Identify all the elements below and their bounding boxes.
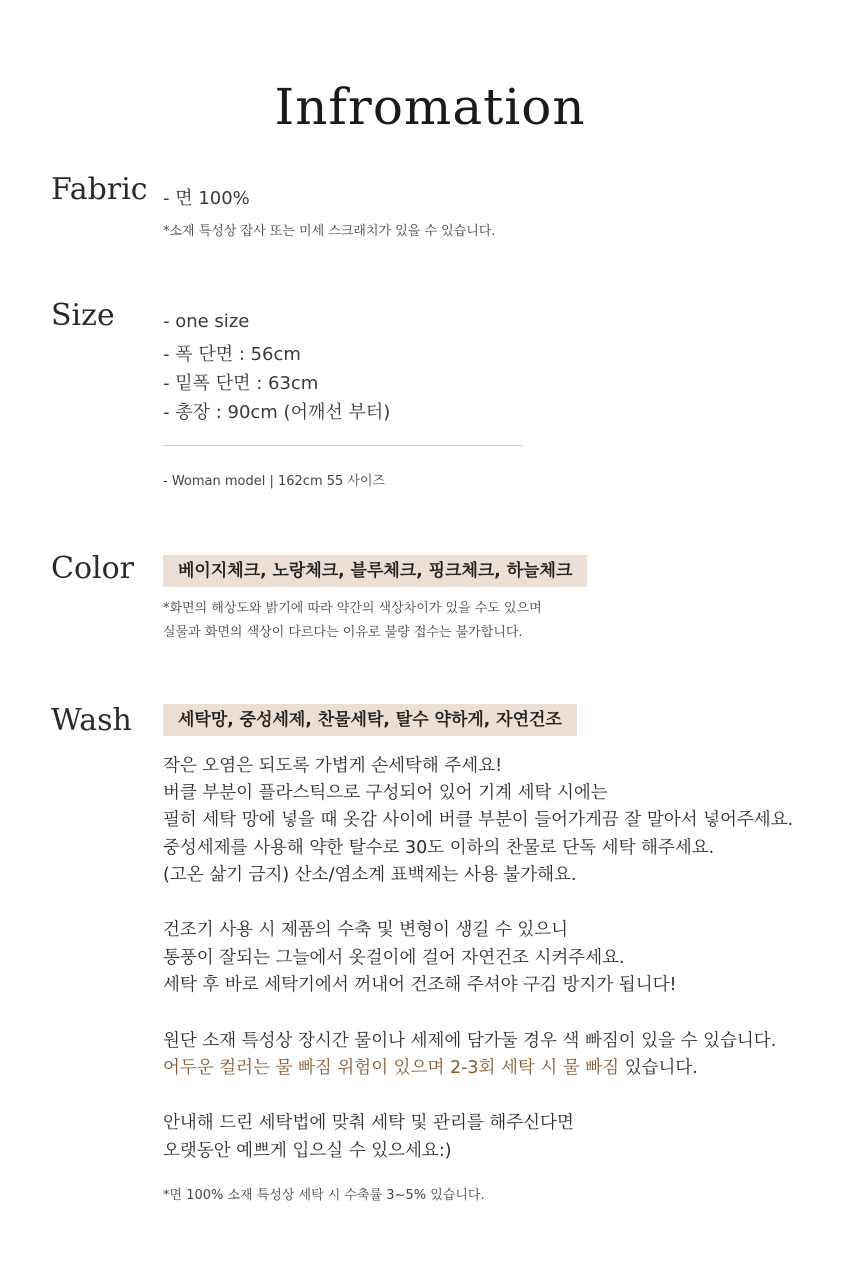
- color-options-badge: 베이지체크, 노랑체크, 블루체크, 핑크체크, 하늘체크: [163, 555, 587, 587]
- wash-warning-line: [163, 1054, 698, 1079]
- wash-line-4: 중성세제를 사용해 약한 탈수로 30도 이하의 찬물로 단독 세탁 해주세요.: [163, 838, 715, 858]
- wash-line-5: (고온 삶기 금지) 산소/염소계 표백제는 사용 불가해요.: [163, 865, 577, 885]
- size-line-1: - one size: [163, 311, 250, 332]
- color-note-1: *화면의 해상도와 밝기에 따라 약간의 색상차이가 있을 수도 있으며: [163, 601, 542, 616]
- wash-summary-badge: 세탁망, 중성세제, 찬물세탁, 탈수 약하게, 자연건조: [163, 704, 577, 736]
- wash-section-label: Wash: [51, 703, 132, 738]
- color-section-label: Color: [51, 551, 135, 586]
- wash-line-6: 건조기 사용 시 제품의 수축 및 변형이 생길 수 있으니: [163, 920, 569, 940]
- wash-line-7: 통풍이 잘되는 그늘에서 옷걸이에 걸어 자연건조 시켜주세요.: [163, 948, 625, 968]
- wash-line-8: 세탁 후 바로 세탁기에서 꺼내어 건조해 주셔야 구김 방지가 됩니다!: [163, 975, 677, 995]
- size-divider: [163, 445, 523, 446]
- wash-warning-accent: 어두운 컬러는 물 빠짐 위험이 있으며 2-3회 세탁 시 물 빠짐: [163, 1058, 620, 1078]
- wash-closing-1: 안내해 드린 세탁법에 맞춰 세탁 및 관리를 해주신다면: [163, 1113, 574, 1133]
- wash-footnote: *면 100% 소재 특성상 세탁 시 수축률 3~5% 있습니다.: [163, 1188, 485, 1203]
- size-line-2: - 폭 단면 : 56cm: [163, 344, 301, 365]
- color-note-2: 실물과 화면의 색상이 다르다는 이유로 불량 접수는 불가합니다.: [163, 625, 523, 640]
- size-line-4: - 총장 : 90cm (어깨선 부터): [163, 402, 391, 423]
- size-section-label: Size: [51, 298, 115, 333]
- model-note: - Woman model | 162cm 55 사이즈: [163, 474, 386, 489]
- wash-line-1: 작은 오염은 되도록 가볍게 손세탁해 주세요!: [163, 756, 503, 776]
- fabric-section-label: Fabric: [51, 172, 148, 207]
- page-title: Infromation: [274, 78, 586, 136]
- fabric-note: *소재 특성상 잡사 또는 미세 스크래치가 있을 수 있습니다.: [163, 224, 496, 239]
- size-line-3: - 밑폭 단면 : 63cm: [163, 373, 319, 394]
- wash-line-9: 원단 소재 특성상 장시간 물이나 세제에 담가둘 경우 색 빠짐이 있을 수 있습니다.: [163, 1031, 777, 1051]
- wash-line-2: 버클 부분이 플라스틱으로 구성되어 있어 기계 세탁 시에는: [163, 783, 608, 803]
- fabric-content: - 면 100%: [163, 188, 250, 209]
- wash-line-3: 필히 세탁 망에 넣을 때 옷감 사이에 버클 부분이 들어가게끔 잘 말아서 넣어주세요.: [163, 810, 794, 830]
- wash-closing-2: 오랫동안 예쁘게 입으실 수 있으세요:): [163, 1141, 452, 1161]
- wash-warning-tail: 있습니다.: [619, 1058, 698, 1078]
